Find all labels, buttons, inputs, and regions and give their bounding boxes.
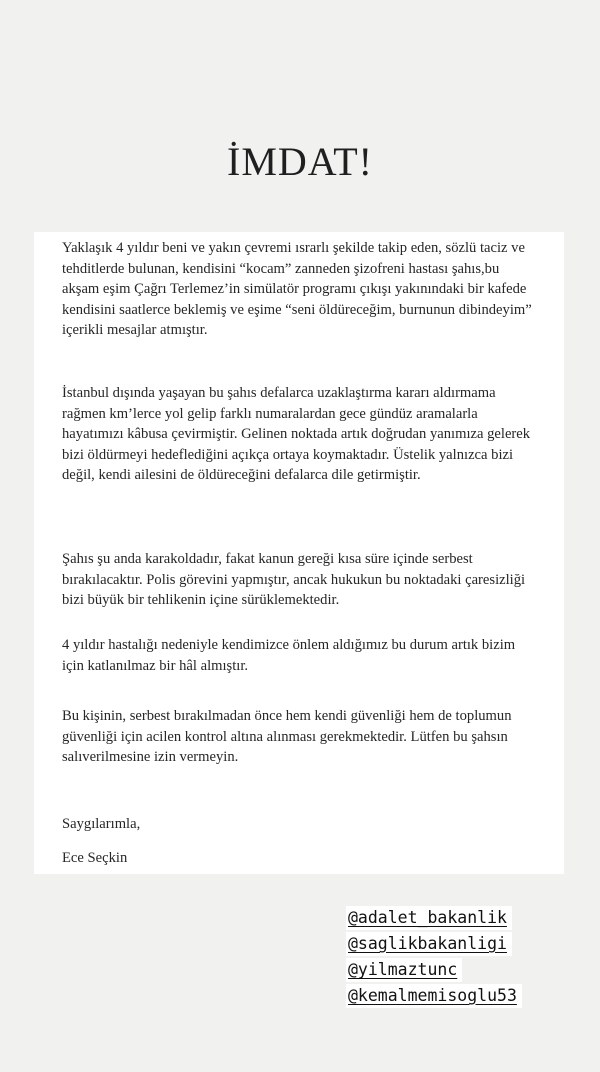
letter-closing: Saygılarımla, [62,816,141,832]
mention-tag-yilmaztunc[interactable]: @yilmaztunc [346,958,462,982]
letter-paragraph: Bu kişinin, serbest bırakılmadan önce hem kendi güvenliği hem de toplumun güvenliği için acilen kontrol altına alınması gerekmektedir. Lütfen bu şahsın salıverilmesine izin vermeyin. [62,708,512,766]
letter-signature: Ece Seçkin [62,850,128,866]
mention-tag-adalet-bakanlik[interactable]: @adalet_bakanlik [346,906,512,930]
mention-tags [346,906,586,1010]
letter-paragraph: Yaklaşık 4 yıldır beni ve yakın çevremi ısrarlı şekilde takip eden, sözlü taciz ve tehditlerde bulunan, kendisini “kocam” zanneden şizofreni hastası şahıs,bu akşam eşim Çağrı Terlemez’in simülatör programı çıkışı yakınındaki bir kafede kendisini saatlerce beklemiş ve eşime “seni öldüreceğim, burnunun dibindeyim” içerikli mesajlar atmıştır. [62,240,532,339]
mention-tag-kemalmemisoglu53[interactable]: @kemalmemisoglu53 [346,984,522,1008]
letter-paragraph: İstanbul dışında yaşayan bu şahıs defalarca uzaklaştırma kararı aldırmama rağmen km’lerce yol gelip farklı numaralardan gece gündüz aramalarla hayatımızı kâbusa çevirmiştir. Gelinen noktada artık doğrudan yanımıza gelerek bizi öldürmeyi hedeflediğini açıkça ortaya koymaktadır. Üstelik yalnızca bizi değil, kendi ailesini de öldüreceğini defalarca dile getirmiştir. [62,385,531,484]
letter-paragraph: 4 yıldır hastalığı nedeniyle kendimizce önlem aldığımız bu durum artık bizim için katlanılmaz bir hâl almıştır. [62,637,516,674]
letter-paragraph: Şahıs şu anda karakoldadır, fakat kanun gereği kısa süre içinde serbest bırakılacaktır. Polis görevini yapmıştır, ancak hukukun bu noktadaki çaresizliği bizi büyük bir tehlikenin içine sürüklemektedir. [62,551,526,609]
mention-tag-saglikbakanligi[interactable]: @saglikbakanligi [346,932,512,956]
page-title: İMDAT! [227,139,373,184]
